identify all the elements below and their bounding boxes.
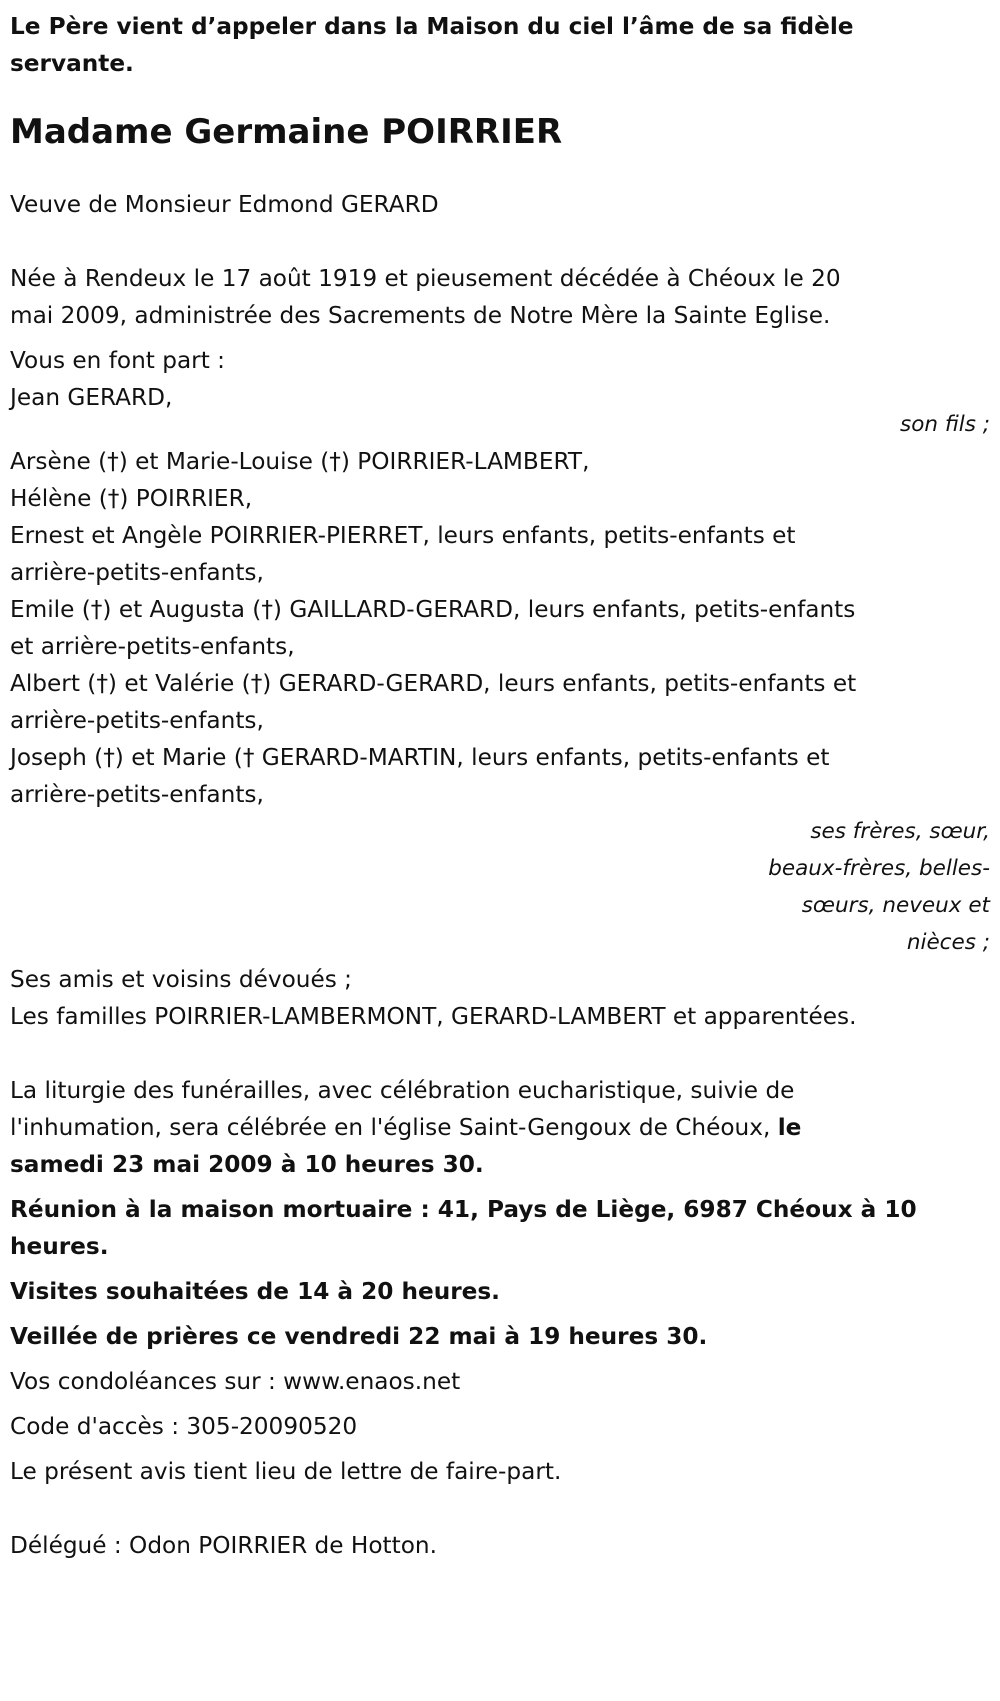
delegate-line: Délégué : Odon POIRRIER de Hotton. <box>10 1532 437 1559</box>
condolences-line: Vos condoléances sur : www.enaos.net <box>10 1368 461 1395</box>
relation-line: ses frères, sœur, <box>810 819 990 844</box>
siblings-relation <box>730 813 990 961</box>
notice-line: Le présent avis tient lieu de lettre de faire-part. <box>10 1458 562 1485</box>
access-code-line: Code d'accès : 305-20090520 <box>10 1413 358 1440</box>
meeting-line-2: heures. <box>10 1233 109 1260</box>
deceased-name: Madame Germaine POIRRIER <box>10 112 563 152</box>
funeral-date-start: le <box>777 1114 802 1141</box>
vigil-line: Veillée de prières ce vendredi 22 mai à 19 heures 30. <box>10 1323 708 1350</box>
sibling-line: et arrière-petits-enfants, <box>10 633 295 660</box>
families-line: Les familles POIRRIER-LAMBERMONT, GERARD-LAMBERT et apparentées. <box>10 1003 857 1030</box>
siblings-list <box>10 443 990 813</box>
funeral-line-2 <box>10 1109 990 1146</box>
relation-line: nièces ; <box>906 930 990 955</box>
sibling-line: Albert (†) et Valérie (†) GERARD-GERARD, leurs enfants, petits-enfants et <box>10 670 857 697</box>
funeral-church: l'inhumation, sera célébrée en l'église Saint-Gengoux de Chéoux, <box>10 1114 778 1141</box>
funeral-line-1: La liturgie des funérailles, avec célébration eucharistique, suivie de <box>10 1077 795 1104</box>
sibling-line: Ernest et Angèle POIRRIER-PIERRET, leurs enfants, petits-enfants et <box>10 522 796 549</box>
funeral-date: samedi 23 mai 2009 à 10 heures 30. <box>10 1151 484 1178</box>
sibling-line: arrière-petits-enfants, <box>10 559 264 586</box>
sibling-line: Arsène (†) et Marie-Louise (†) POIRRIER-LAMBERT, <box>10 448 590 475</box>
announcers-label: Vous en font part : <box>10 347 225 374</box>
sibling-line: arrière-petits-enfants, <box>10 781 264 808</box>
meeting-line-1: Réunion à la maison mortuaire : 41, Pays de Liège, 6987 Chéoux à 10 <box>10 1196 917 1223</box>
birth-death-line-2: mai 2009, administrée des Sacrements de Notre Mère la Sainte Eglise. <box>10 302 831 329</box>
widow-of: Veuve de Monsieur Edmond GERARD <box>10 191 439 218</box>
sibling-line: arrière-petits-enfants, <box>10 707 264 734</box>
visits-line: Visites souhaitées de 14 à 20 heures. <box>10 1278 500 1305</box>
son-relation: son fils ; <box>900 412 990 437</box>
intro-line-2: servante. <box>10 50 134 77</box>
friends-line: Ses amis et voisins dévoués ; <box>10 966 352 993</box>
sibling-line: Emile (†) et Augusta (†) GAILLARD-GERARD, leurs enfants, petits-enfants <box>10 596 856 623</box>
sibling-line: Joseph (†) et Marie († GERARD-MARTIN, leurs enfants, petits-enfants et <box>10 744 830 771</box>
son-name: Jean GERARD, <box>10 384 173 411</box>
relation-line: beaux-frères, belles- <box>768 856 990 881</box>
relation-line: sœurs, neveux et <box>801 893 990 918</box>
sibling-line: Hélène (†) POIRRIER, <box>10 485 253 512</box>
intro-line-1: Le Père vient d’appeler dans la Maison du ciel l’âme de sa fidèle <box>10 13 854 40</box>
birth-death-line-1: Née à Rendeux le 17 août 1919 et pieusement décédée à Chéoux le 20 <box>10 265 841 292</box>
